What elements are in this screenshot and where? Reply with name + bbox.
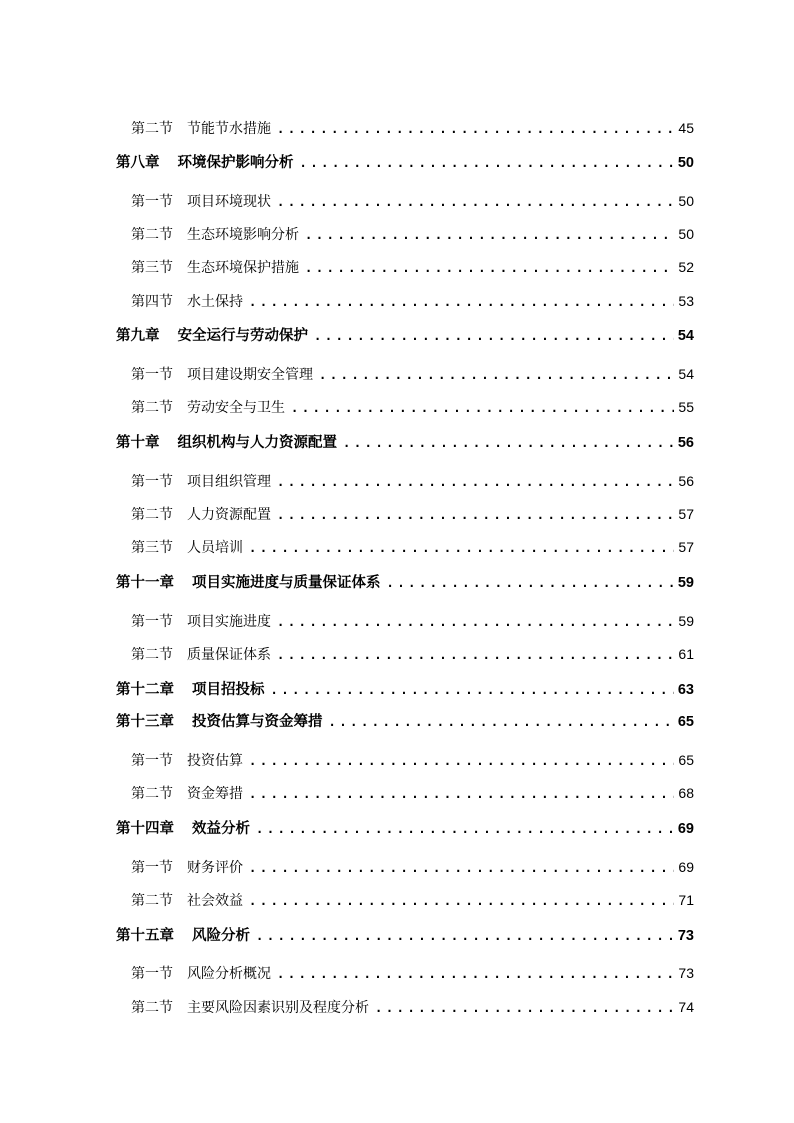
toc-entry-title: 风险分析 xyxy=(192,928,250,944)
toc-entry-page-number: 53 xyxy=(678,293,694,309)
toc-section-entry[interactable] xyxy=(131,857,694,877)
toc-entry-page-number: 56 xyxy=(678,473,694,489)
dot-leader xyxy=(277,122,674,136)
toc-entry-page-number: 65 xyxy=(678,752,694,768)
dot-leader xyxy=(249,754,674,768)
dot-leader xyxy=(314,329,674,343)
toc-entry-number: 第九章 xyxy=(116,328,160,344)
toc-entry-number: 第三节 xyxy=(131,260,173,276)
toc-entry-title: 生态环境影响分析 xyxy=(187,227,299,243)
toc-entry-page-number: 50 xyxy=(678,226,694,242)
toc-entry-page-number: 50 xyxy=(678,193,694,209)
toc-entry-page-number: 54 xyxy=(677,328,694,344)
toc-entry-number: 第一节 xyxy=(131,614,173,630)
toc-entry-page-number: 54 xyxy=(678,366,694,382)
toc-chapter-entry[interactable] xyxy=(116,710,694,731)
toc-section-entry[interactable] xyxy=(131,118,694,138)
dot-leader xyxy=(249,541,674,555)
dot-leader xyxy=(300,156,674,170)
toc-entry-page-number: 69 xyxy=(677,821,694,837)
dot-leader xyxy=(277,475,674,489)
dot-leader xyxy=(277,967,674,981)
toc-entry-title: 风险分析概况 xyxy=(187,966,271,982)
toc-entry-number: 第十三章 xyxy=(116,714,174,730)
toc-entry-page-number: 52 xyxy=(678,259,694,275)
toc-entry-page-number: 74 xyxy=(678,999,694,1015)
toc-section-entry[interactable] xyxy=(131,611,694,631)
toc-entry-number: 第一节 xyxy=(131,194,173,210)
toc-section-entry[interactable] xyxy=(131,537,694,557)
toc-section-entry[interactable] xyxy=(131,644,694,664)
dot-leader xyxy=(305,228,674,242)
toc-section-entry[interactable] xyxy=(131,890,694,910)
toc-chapter-entry[interactable] xyxy=(116,678,694,699)
toc-entry-title: 项目实施进度与质量保证体系 xyxy=(192,575,381,591)
toc-section-entry[interactable] xyxy=(131,364,694,384)
dot-leader xyxy=(305,261,674,275)
toc-section-entry[interactable] xyxy=(131,191,694,211)
toc-section-entry[interactable] xyxy=(131,504,694,524)
toc-entry-number: 第十五章 xyxy=(116,928,174,944)
toc-entry-page-number: 57 xyxy=(678,539,694,555)
toc-entry-number: 第十二章 xyxy=(116,682,174,698)
toc-entry-number: 第四节 xyxy=(131,294,173,310)
toc-entry-title: 项目实施进度 xyxy=(187,614,271,630)
toc-entry-title: 财务评价 xyxy=(187,860,243,876)
toc-entry-number: 第一节 xyxy=(131,753,173,769)
dot-leader xyxy=(271,683,674,697)
dot-leader xyxy=(277,648,674,662)
dot-leader xyxy=(256,822,674,836)
toc-entry-page-number: 63 xyxy=(677,682,694,698)
toc-entry-title: 投资估算与资金筹措 xyxy=(192,714,323,730)
toc-chapter-entry[interactable] xyxy=(116,324,694,345)
toc-entry-title: 主要风险因素识别及程度分析 xyxy=(187,1000,369,1016)
toc-entry-number: 第十四章 xyxy=(116,821,174,837)
toc-entry-title: 环境保护影响分析 xyxy=(177,155,294,171)
toc-section-entry[interactable] xyxy=(131,471,694,491)
toc-section-entry[interactable] xyxy=(131,224,694,244)
toc-entry-title: 项目组织管理 xyxy=(187,474,271,490)
toc-entry-title: 社会效益 xyxy=(187,893,243,909)
toc-chapter-entry[interactable] xyxy=(116,431,694,452)
toc-section-entry[interactable] xyxy=(131,257,694,277)
toc-entry-page-number: 73 xyxy=(678,965,694,981)
toc-entry-number: 第二节 xyxy=(131,507,173,523)
toc-entry-number: 第一节 xyxy=(131,860,173,876)
toc-chapter-entry[interactable] xyxy=(116,817,694,838)
toc-chapter-entry[interactable] xyxy=(116,924,694,945)
toc-section-entry[interactable] xyxy=(131,750,694,770)
toc-entry-title: 质量保证体系 xyxy=(187,647,271,663)
toc-entry-number: 第一节 xyxy=(131,966,173,982)
toc-entry-page-number: 69 xyxy=(678,859,694,875)
toc-entry-title: 组织机构与人力资源配置 xyxy=(177,435,337,451)
dot-leader xyxy=(277,195,674,209)
toc-entry-page-number: 45 xyxy=(678,120,694,136)
toc-entry-title: 人力资源配置 xyxy=(187,507,271,523)
toc-entry-page-number: 59 xyxy=(677,575,694,591)
toc-entry-title: 水土保持 xyxy=(187,294,243,310)
toc-entry-page-number: 57 xyxy=(678,506,694,522)
toc-entry-title: 安全运行与劳动保护 xyxy=(177,328,308,344)
toc-entry-title: 项目招投标 xyxy=(192,682,265,698)
toc-entry-title: 项目环境现状 xyxy=(187,194,271,210)
toc-entry-number: 第二节 xyxy=(131,227,173,243)
toc-section-entry[interactable] xyxy=(131,783,694,803)
dot-leader xyxy=(249,894,674,908)
toc-entry-title: 人员培训 xyxy=(187,540,243,556)
toc-entry-page-number: 61 xyxy=(678,646,694,662)
toc-entry-page-number: 59 xyxy=(678,613,694,629)
dot-leader xyxy=(387,576,674,590)
toc-entry-number: 第十一章 xyxy=(116,575,174,591)
toc-entry-number: 第二节 xyxy=(131,786,173,802)
dot-leader xyxy=(277,615,674,629)
dot-leader xyxy=(249,861,674,875)
toc-entry-title: 效益分析 xyxy=(192,821,250,837)
toc-entry-number: 第二节 xyxy=(131,893,173,909)
toc-entry-page-number: 71 xyxy=(678,892,694,908)
dot-leader xyxy=(249,787,674,801)
toc-entry-number: 第十章 xyxy=(116,435,160,451)
dot-leader xyxy=(329,715,674,729)
toc-entry-title: 资金筹措 xyxy=(187,786,243,802)
toc-section-entry[interactable] xyxy=(131,291,694,311)
toc-chapter-entry[interactable] xyxy=(116,571,694,592)
toc-entry-page-number: 50 xyxy=(677,155,694,171)
dot-leader xyxy=(277,508,674,522)
dot-leader xyxy=(375,1001,674,1015)
toc-entry-page-number: 68 xyxy=(678,785,694,801)
dot-leader xyxy=(249,295,674,309)
toc-chapter-entry[interactable] xyxy=(116,151,694,172)
toc-entry-title: 项目建设期安全管理 xyxy=(187,367,313,383)
toc-section-entry[interactable] xyxy=(131,397,694,417)
toc-entry-number: 第三节 xyxy=(131,540,173,556)
toc-entry-number: 第二节 xyxy=(131,400,173,416)
toc-entry-number: 第八章 xyxy=(116,155,160,171)
dot-leader xyxy=(343,436,674,450)
toc-entry-title: 劳动安全与卫生 xyxy=(187,400,285,416)
toc-section-entry[interactable] xyxy=(131,997,694,1017)
toc-entry-page-number: 73 xyxy=(677,928,694,944)
toc-entry-title: 生态环境保护措施 xyxy=(187,260,299,276)
toc-entry-title: 节能节水措施 xyxy=(187,121,271,137)
toc-entry-number: 第一节 xyxy=(131,474,173,490)
toc-entry-page-number: 65 xyxy=(677,714,694,730)
toc-entry-page-number: 55 xyxy=(678,399,694,415)
toc-entry-number: 第二节 xyxy=(131,1000,173,1016)
dot-leader xyxy=(319,368,674,382)
dot-leader xyxy=(256,929,674,943)
toc-entry-title: 投资估算 xyxy=(187,753,243,769)
toc-entry-number: 第二节 xyxy=(131,121,173,137)
toc-entry-number: 第二节 xyxy=(131,647,173,663)
toc-entry-number: 第一节 xyxy=(131,367,173,383)
dot-leader xyxy=(291,401,674,415)
toc-entry-page-number: 56 xyxy=(677,435,694,451)
toc-section-entry[interactable] xyxy=(131,963,694,983)
